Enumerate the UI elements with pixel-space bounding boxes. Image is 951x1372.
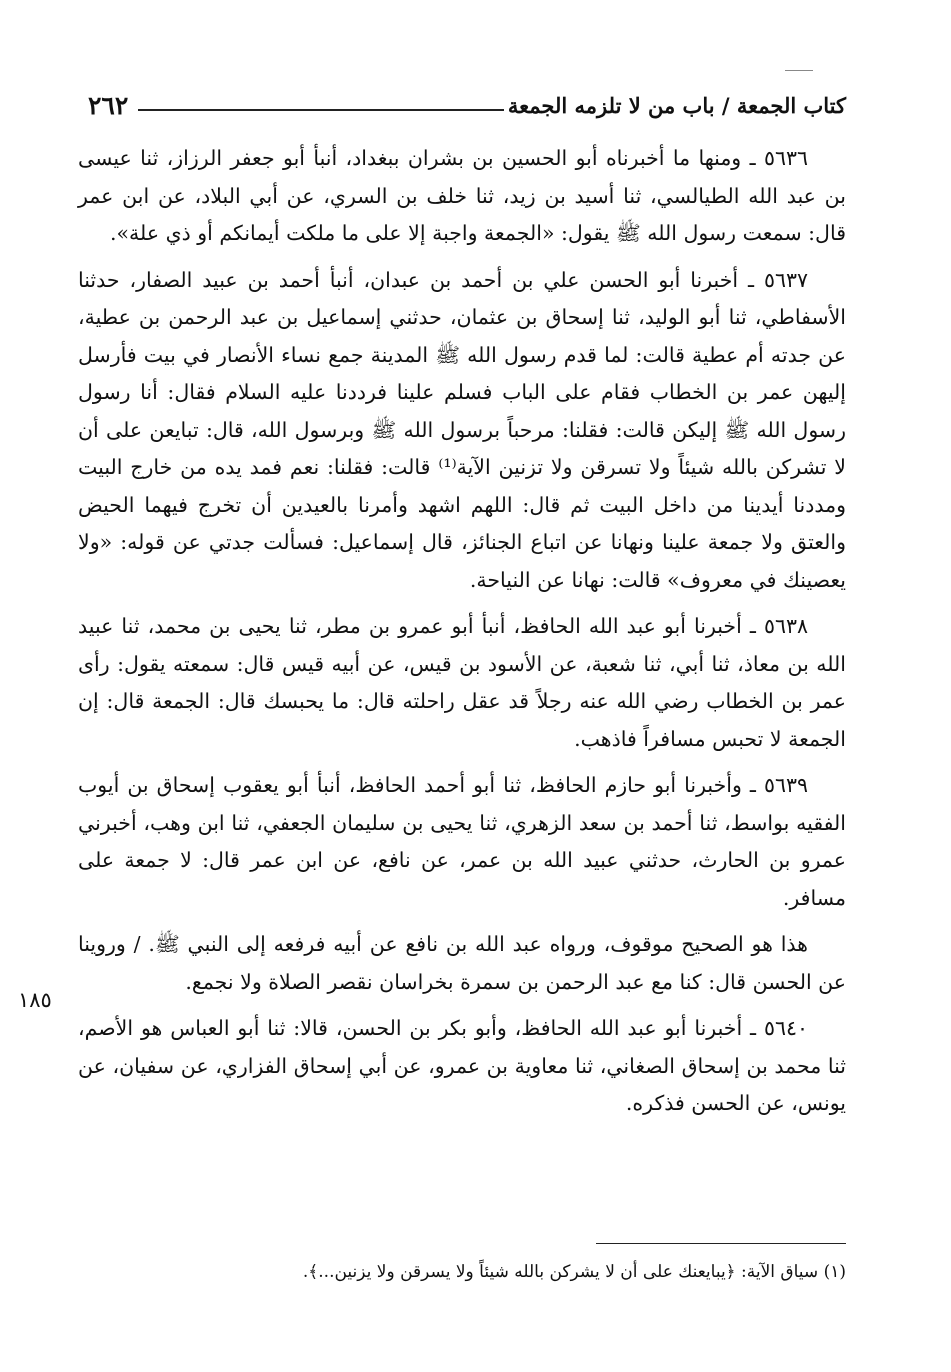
book-page (18, 60, 846, 1350)
hadith-5640: ٥٦٤٠ ـ أخبرنا أبو عبد الله الحافظ، وأبو بكر بن الحسن، قالا: ثنا أبو العباس هو الأصم، ثنا محمد بن إسحاق الصغاني، ثنا معاوية بن عمرو، عن أبي إسحاق الفزاري، عن سفيان، عن يونس، عن الحسن فذكره. (78, 1016, 846, 1115)
footnote: (١) سياق الآية: ﴿يبايعنك على أن لا يشركن بالله شيئاً ولا يسرقن ولا يزنين...﴾. (302, 1262, 846, 1282)
header-rule (138, 109, 504, 111)
header-title: كتاب الجمعة / باب من لا تلزمه الجمعة (507, 92, 846, 118)
hadith-5638: ٥٦٣٨ ـ أخبرنا أبو عبد الله الحافظ، أنبأ أبو عمرو بن مطر، ثنا يحيى بن محمد، ثنا عبيد الله بن معاذ، ثنا أبي، ثنا شعبة، عن الأسود بن قيس، عن أبيه قيس قال: سمعته يقول: رأى عمر بن الخطاب رضي الله عنه رجلاً قد عقل راحلته قال: ما يحبسك قال: الجمعة قال: إن الجمعة لا تحبس مسافراً فاذهب. (78, 614, 846, 751)
page-number: ٢٦٢ (88, 90, 129, 120)
commentary-paragraph: هذا هو الصحيح موقوف، ورواه عبد الله بن نافع عن أبيه فرفعه إلى النبي ﷺ. / وروينا عن الحسن قال: كنا مع عبد الرحمن بن سمرة بخراسان نقصر الصلاة ولا نجمع. (78, 932, 846, 994)
margin-page-number: ١٨٥ (18, 988, 52, 1012)
hadith-5636: ٥٦٣٦ ـ ومنها ما أخبرناه أبو الحسين بن بشران ببغداد، أنبأ أبو جعفر الرزاز، ثنا عيسى بن عبد الله الطيالسي، ثنا أسيد بن زيد، ثنا خلف بن السري، عن أبي البلاد، عن ابن عمر قال: سمعت رسول الله ﷺ يقول: «الجمعة واجبة إلا على ما ملكت أيمانكم أو ذي علة». (78, 146, 846, 245)
hadith-5637: ٥٦٣٧ ـ أخبرنا أبو الحسن علي بن أحمد بن عبدان، أنبأ أحمد بن عبيد الصفار، حدثنا الأسفاطي، ثنا أبو الوليد، ثنا إسحاق بن عثمان، حدثني إسماعيل بن عبد الرحمن بن عطية، عن جدته أم عطية قالت: لما قدم رسول الله ﷺ المدينة جمع نساء الأنصار في بيت فأرسل إليهن عمر بن الخطاب فقام على الباب فسلم علينا فرددنا عليه السلام فقال: أنا رسول رسول الله ﷺ إليكن قالت: فقلنا: مرحباً برسول الله ﷺ وبرسول الله، قال: تبايعن على أن لا تشركن بالله شيئاً ولا تسرقن ولا تزنين الآية⁽¹⁾ قالت: فقلنا: نعم فمد يده من خارج البيت ومددنا أيدينا من داخل البيت ثم قال: اللهم اشهد وأمرنا بالعيدين أن تخرج فيهما الحيض والعتق ولا جمعة علينا ونهانا عن اتباع الجنائز، قال إسماعيل: فسألت جدتي عن قوله: «ولا يعصينك في معروف» قالت: نهانا عن النياحة. (78, 267, 846, 592)
footnote-rule (596, 1243, 846, 1244)
hadith-5639: ٥٦٣٩ ـ وأخبرنا أبو حازم الحافظ، ثنا أبو أحمد الحافظ، أنبأ أبو يعقوب إسحاق بن أيوب الفقيه بواسط، ثنا أحمد بن سعد الزهري، ثنا يحيى بن سليمان الجعفي، ثنا ابن وهب، أخبرني عمرو بن الحارث، حدثني عبيد الله بن عمر، عن نافع، عن ابن عمر قال: لا جمعة على مسافر. (78, 773, 846, 910)
main-text (78, 140, 846, 1132)
running-header (78, 88, 846, 122)
